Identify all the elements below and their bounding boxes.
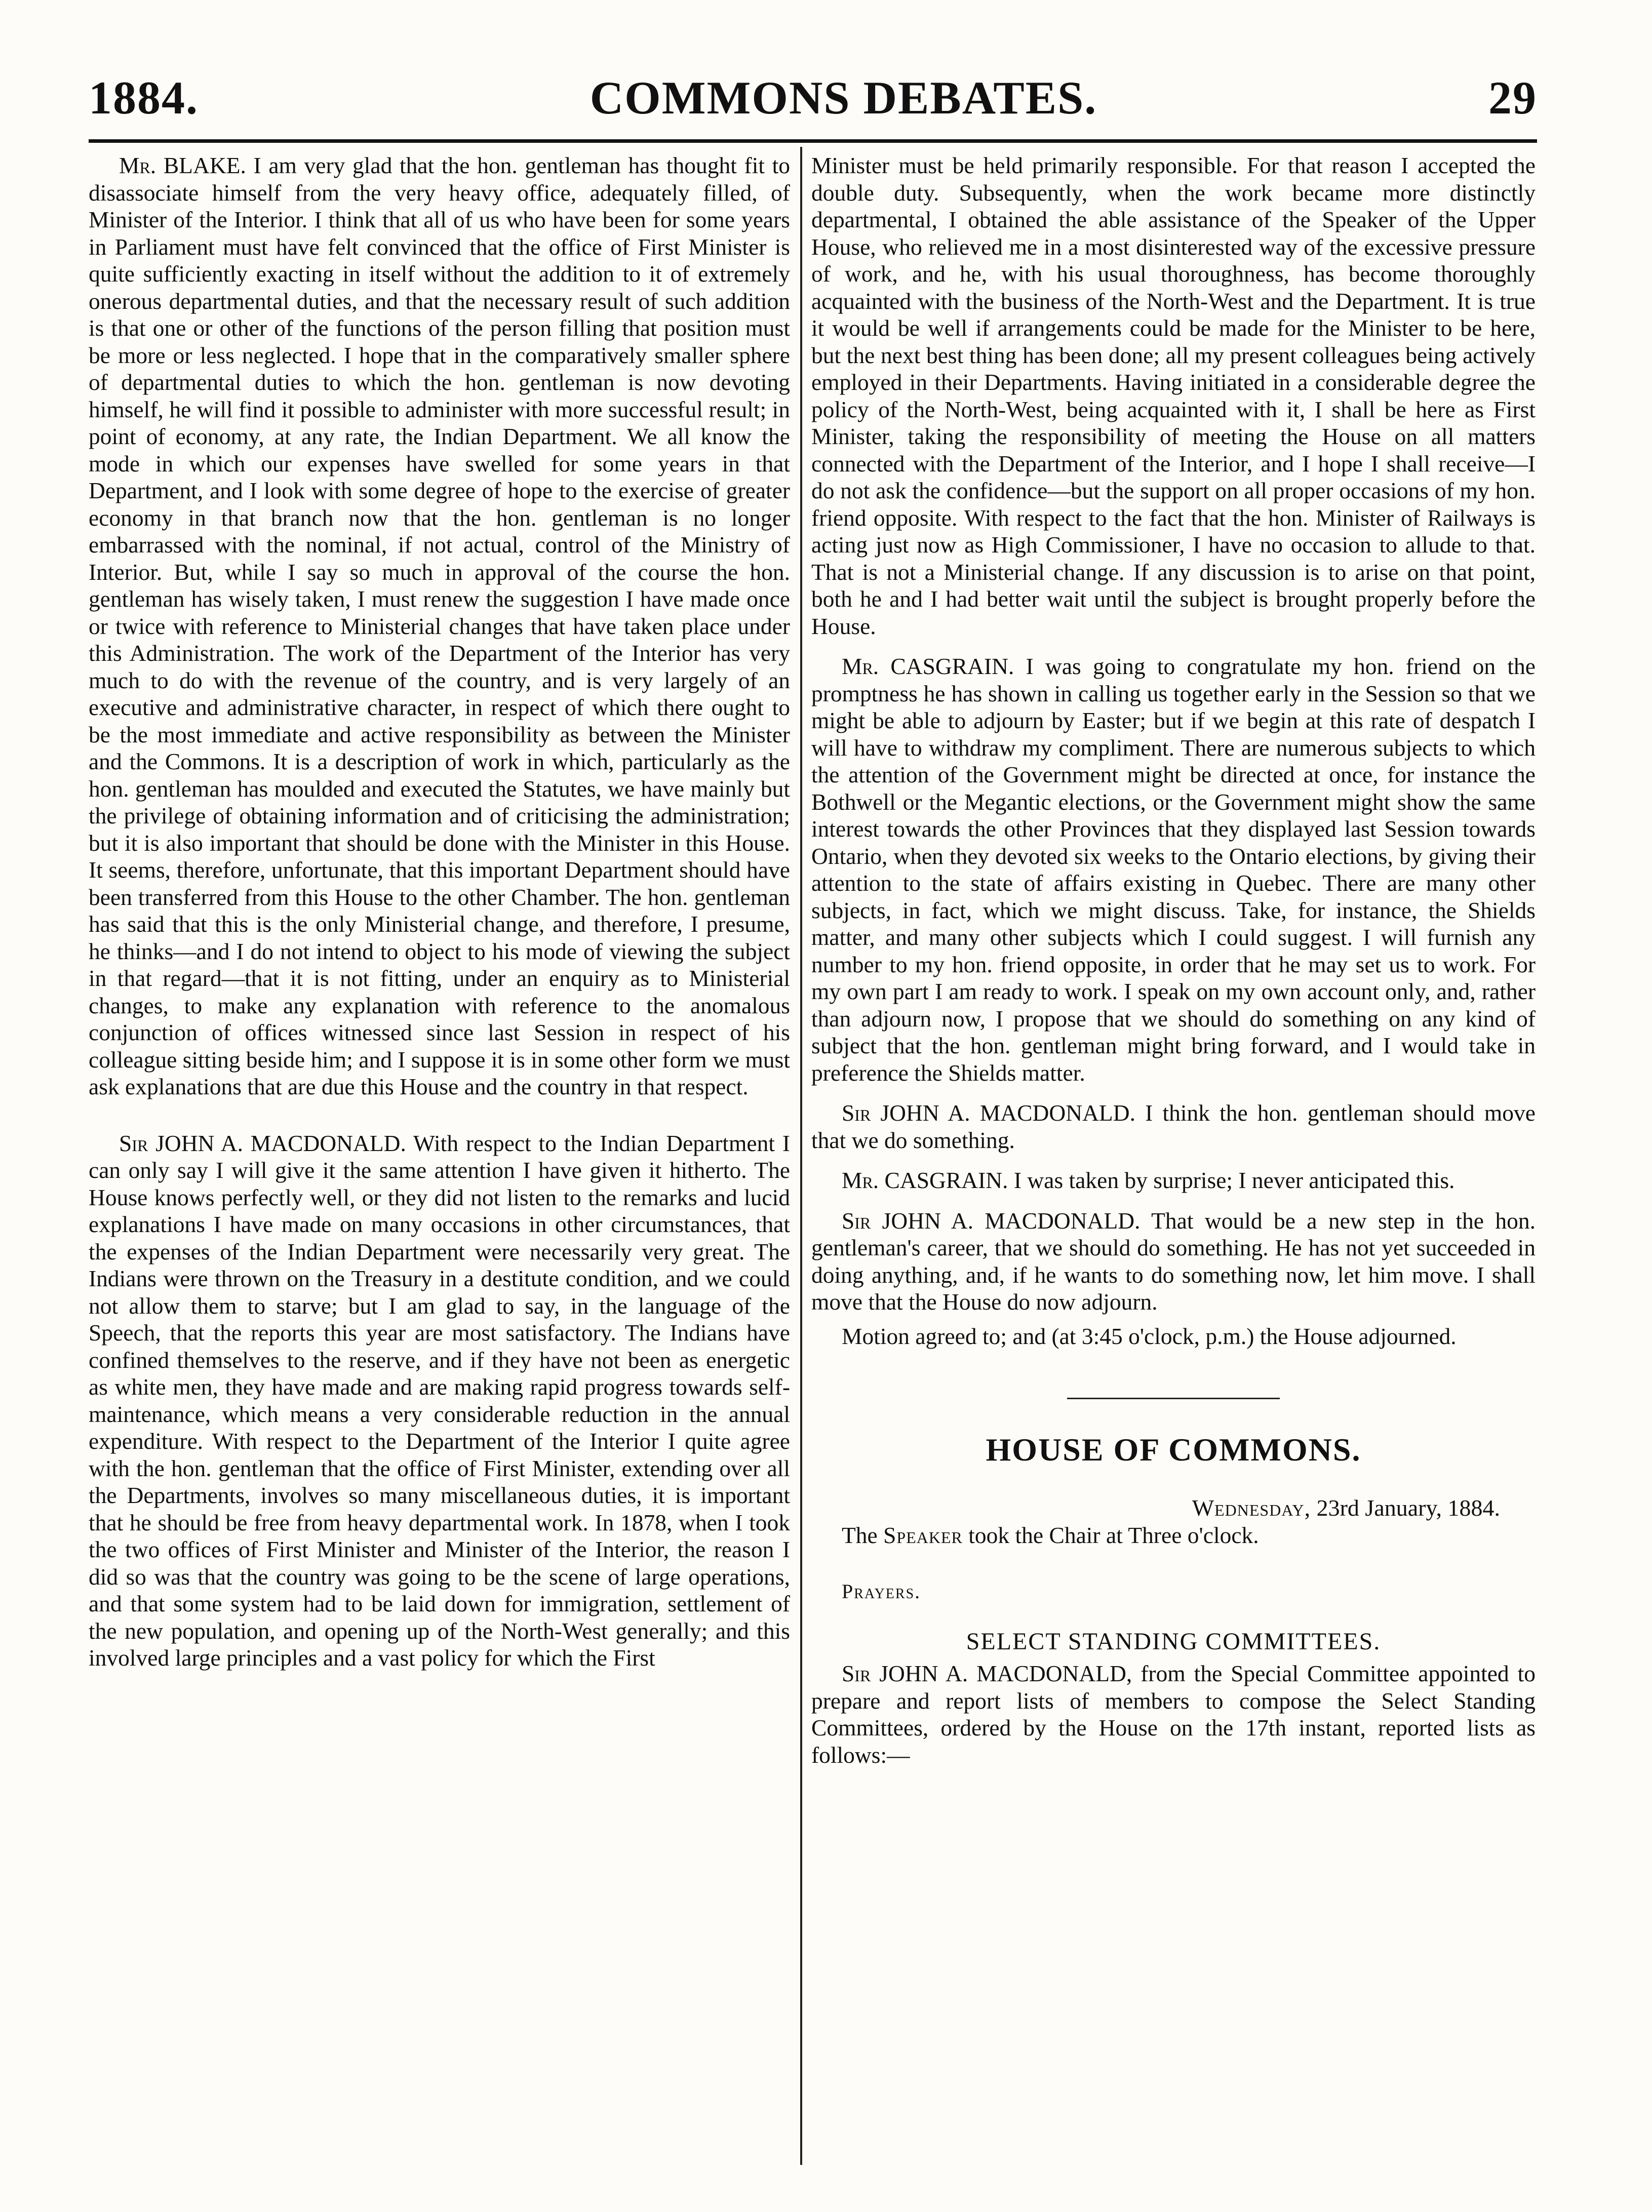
header-rule	[89, 139, 1537, 143]
prayers-line: Prayers.	[842, 1580, 921, 1603]
casgrain-speech-1	[811, 653, 1536, 1086]
speaker-name: Sir JOHN A. MACDONALD.	[842, 1207, 1140, 1234]
column-divider	[800, 147, 802, 2165]
speech-text: I was going to congratulate my hon. friend on the promptness he has shown in calling us together early in the Session so that we might be able to adjourn by Easter; but if we begin at this rate of despatch I will have to withdraw my compliment. There are numerous subjects to which the attention of the Government might be directed at once, for instance the Bothwell or the Megantic elections, or the Government might show the same interest towards the other Provinces that they displayed last Session towards Ontario, when they devoted six weeks to the Ontario elections, by giving their attention to the state of affairs existing in Quebec. There are many other subjects, in fact, which we might discuss. Take, for instance, the Shields matter, and many other subjects which I could suggest. I will furnish any number to my hon. friend opposite, in order that he may set us to work. For my own part I am ready to work. I speak on my own account only, and, rather than adjourn now, I propose that we should do something on any kind of subject that the hon. gentleman might bring forward, and I would take in preference the Shields matter.	[811, 653, 1536, 1086]
speaker-name: Mr. BLAKE.	[119, 152, 246, 178]
speech-text: I am very glad that the hon. gentleman has thought fit to disassociate himself from the very heavy office, adequately filled, of Minister of the Interior. I think that all of us who have been for some years in Parliament must have felt convinced that the office of First Minister is quite sufficiently exacting in itself without the addition to it of extremely onerous departmental duties, and that the necessary result of such addition is that one or other of the functions of the person filling that position must be more or less neglected. I hope that in the comparatively smaller sphere of departmental duties to which the hon. gentleman is now devoting himself, he will find it possible to administer with more successful result; in point of economy, at any rate, the Indian Department. We all know the mode in which our expenses have swelled for some years in that Department, and I look with some degree of hope to the exercise of greater economy in that branch now that the hon. gentleman is no longer embarrassed with the nominal, if not actual, control of the Ministry of Interior. But, while I say so much in approval of the course the hon. gentleman has wisely taken, I must renew the suggestion I have made once or twice with reference to Ministerial changes that have taken place under this Administration. The work of the Department of the Interior has very much to do with the revenue of the country, and is very largely of an executive and administrative character, in respect of which there ought to be the most immediate and active responsibility as between the Minister and the Commons. It is a description of work in which, particularly as the hon. gentleman has moulded and executed the Statutes, we have mainly but the privilege of obtaining information and of criticising the administration; but it is also important that should be done with the Minister in this House. It seems, therefore, unfortunate, that this important Department should have been transferred from this House to the other Chamber. The hon. gentleman has said that this is the only Ministerial change, and therefore, I presume, he thinks—and I do not intend to object to his mode of viewing the subject in that regard—that it is not fitting, under an enquiry as to Ministerial changes, to make any explanation with reference to the anomalous conjunction of offices witnessed since last Session in respect of his colleague sitting beside him; and I suppose it is in some other form we must ask explanations that are due this House and the country in that respect.	[89, 152, 790, 1099]
date-day: Wednesday,	[1192, 1495, 1311, 1521]
select-standing-committees-title: SELECT STANDING COMMITTEES.	[966, 1628, 1381, 1655]
macdonald-speech-1-continued: Minister must be held primarily responsible. For that reason I accepted the double duty. Subsequently, when the work became more distinctly departmental, I obtained the able assistance of the Speaker of the Upper House, who relieved me in a most disinterested way of the excessive pressure of work, and he, with his usual thoroughness, has become thoroughly acquainted with the business of the North-West and the Department. It is true it would be well if arrangements could be made for the Minister to be here, but the next best thing has been done; all my present colleagues being actively employed in their Departments. Having initiated in a considerable degree the policy of the North-West, being acquainted with it, I shall be here as First Minister, taking the responsibility of meeting the House on all matters connected with the Department of the Interior, and I hope I shall receive—I do not ask the confidence—but the support on all proper occasions of my hon. friend opposite. With respect to the fact that the hon. Minister of Railways is acting just now as High Commissioner, I have no occasion to allude to that. That is not a Ministerial change. If any discussion is to arise on that point, both he and I had better wait until the subject is brought properly before the House.	[811, 152, 1536, 639]
section-divider	[1067, 1398, 1280, 1399]
motion-line: Motion agreed to; and (at 3:45 o'clock, p.m.) the House adjourned.	[842, 1323, 1457, 1349]
speaker-name: Mr. CASGRAIN.	[842, 1167, 1008, 1193]
blake-speech	[89, 152, 790, 1100]
speech-text: That would be a new step in the hon. gentleman's career, that we should do something. He has not yet succeeded in doing anything, and, if he wants to do something now, let him move. I shall move that the House do now adjourn.	[811, 1207, 1536, 1315]
speaker-name: Sir JOHN A. MACDONALD.	[842, 1100, 1135, 1126]
speaker-name: Sir JOHN A. MACDONALD.	[119, 1130, 406, 1156]
header-year: 1884.	[89, 72, 199, 124]
header-page-number: 29	[1488, 72, 1537, 124]
chair-text-c: took the Chair at Three o'clock.	[968, 1522, 1259, 1548]
speaker-name: Mr. CASGRAIN.	[842, 653, 1014, 679]
header-title: COMMONS DEBATES.	[589, 72, 1097, 124]
macdonald-speech-2	[811, 1099, 1536, 1154]
left-column	[89, 152, 790, 2172]
macdonald-speech-1	[89, 1130, 790, 1672]
sitting-date	[811, 1494, 1500, 1522]
right-column	[811, 152, 1536, 2172]
running-head	[89, 60, 1537, 136]
date-rest: 23rd January, 1884.	[1316, 1495, 1500, 1521]
house-of-commons-title: HOUSE OF COMMONS.	[986, 1432, 1361, 1468]
chair-text-a: The	[842, 1522, 878, 1548]
speaker-took-chair	[811, 1522, 1536, 1549]
macdonald-speech-3	[811, 1207, 1536, 1316]
speaker-name: Sir JOHN A. MACDONALD,	[842, 1661, 1132, 1686]
casgrain-speech-2	[811, 1167, 1536, 1194]
speech-text: With respect to the Indian Department I can only say I will give it the same attention I have given it hitherto. The House knows perfectly well, or they did not listen to the remarks and lucid explanations I have made on many occasions in other circumstances, that the expenses of the Indian Department were necessarily very great. The Indians were thrown on the Treasury in a destitute condition, and we could not allow them to starve; but I am glad to say, in the language of the Speech, that the reports this year are most satisfactory. The Indians have confined themselves to the reserve, and if they have not been as energetic as white men, they have made and are making rapid progress towards self-maintenance, which means a very considerable reduction in the annual expenditure. With respect to the Department of the Interior I quite agree with the hon. gentleman that the office of First Minister, extending over all the Departments, involves so many miscellaneous duties, it is important that he should be free from heavy departmental work. In 1878, when I took the two offices of First Minister and Minister of the Interior, the reason I did so was that the country was going to be the scene of large operations, and that some system had to be laid down for immigration, settlement of the new population, and opening up of the North-West generally; and this involved large principles and a vast policy for which the First	[89, 1130, 790, 1671]
speech-text: from the Special Committee appointed to prepare and report lists of members to compose the Select Standing Committees, ordered by the House on the 17th instant, reported lists as follows:—	[811, 1661, 1536, 1768]
speech-text: I was taken by surprise; I never anticipated this.	[1013, 1167, 1455, 1193]
chair-text-speaker: Speaker	[883, 1522, 963, 1548]
speech-text: I think the hon. gentleman should move that we do something.	[811, 1100, 1536, 1153]
macdonald-speech-4	[811, 1660, 1536, 1768]
